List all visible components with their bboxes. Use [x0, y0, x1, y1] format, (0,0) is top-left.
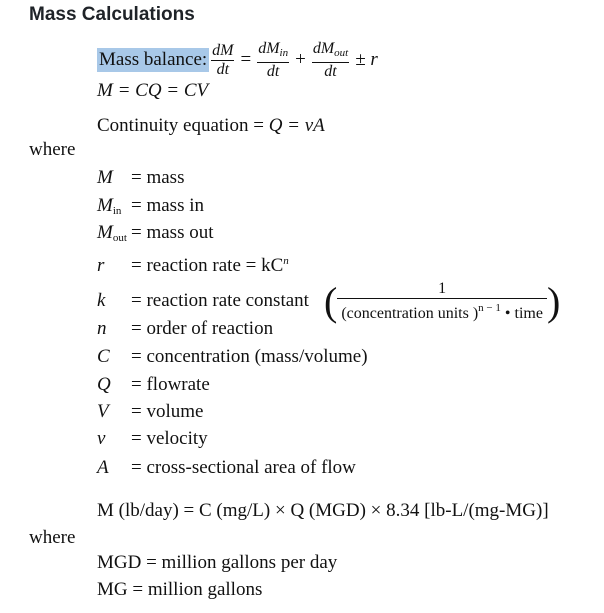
definition-row	[97, 222, 214, 249]
definition-symbol: $M_{in}$	[97, 195, 122, 217]
where-label-1: where	[29, 139, 76, 160]
definition-description: = reaction rate = kC	[131, 255, 284, 276]
definition-symbol: M	[97, 167, 113, 188]
definition-row	[97, 401, 203, 423]
mass-balance-equation: Mass balance: $\frac{dM}{dt}$ = $\frac{dM_{in}}{dt}$ + $\frac{dM_{out}}{dt}$ ± r	[99, 39, 378, 80]
k-units-fraction: $\frac{1}{(concentration units )^{n - 1} • time}$	[337, 280, 547, 323]
dmin-dt-fraction: $\frac{dM_{in}}{dt}$	[258, 39, 289, 80]
dm-dt-fraction: $\frac{dM}{dt}$	[212, 41, 234, 78]
definition-row: r = reaction rate = $kC^n$	[97, 255, 289, 276]
definition-description: = volume	[131, 401, 204, 422]
definition-description: = velocity	[131, 428, 208, 449]
definition-symbol: v	[97, 428, 106, 449]
k-units-expression: ( $\frac{1}{(concentration units )^{n - 1} • time}$ )	[324, 278, 561, 324]
definition-symbol: $M_{out}$	[97, 222, 127, 244]
definition-symbol: C	[97, 346, 110, 367]
mass-balance-label: Mass balance:	[99, 49, 208, 70]
definition-row	[97, 374, 210, 396]
definition-symbol: A	[97, 457, 109, 478]
definition-description: = order of reaction	[131, 318, 274, 339]
definition-description: = cross-sectional area of flow	[131, 457, 356, 478]
continuity-equation: Continuity equation = Q = vA	[97, 115, 325, 136]
definition-description: = mass	[131, 167, 185, 188]
definition-description: = concentration (mass/volume)	[131, 346, 368, 367]
definition-row	[97, 167, 184, 189]
mass-equation: M = CQ = CV	[97, 80, 209, 101]
definition-description: = mass out	[131, 222, 214, 243]
definition-row	[97, 195, 204, 222]
definition-row	[97, 346, 368, 368]
definition-row	[97, 290, 309, 312]
where-label-2: where	[29, 527, 76, 548]
definition-row	[97, 428, 208, 450]
definition-description: = mass in	[131, 195, 204, 216]
definition-symbol: V	[97, 401, 109, 422]
definition-symbol: Q	[97, 374, 111, 395]
page-title: Mass Calculations	[29, 4, 195, 25]
mg-definition: MG = million gallons	[97, 579, 263, 600]
definition-symbol: n	[97, 318, 107, 339]
definition-symbol: k	[97, 290, 106, 311]
mgd-definition: MGD = million gallons per day	[97, 552, 338, 573]
definition-symbol: r	[97, 255, 105, 276]
conversion-equation: M (lb/day) = C (mg/L) × Q (MGD) × 8.34 [lb-L/(mg-MG)]	[97, 500, 549, 521]
definition-row	[97, 457, 356, 479]
dmout-dt-fraction: $\frac{dM_{out}}{dt}$	[312, 39, 349, 80]
definition-description: = flowrate	[131, 374, 210, 395]
definition-row	[97, 318, 273, 340]
definition-description: = reaction rate constant	[131, 290, 309, 311]
